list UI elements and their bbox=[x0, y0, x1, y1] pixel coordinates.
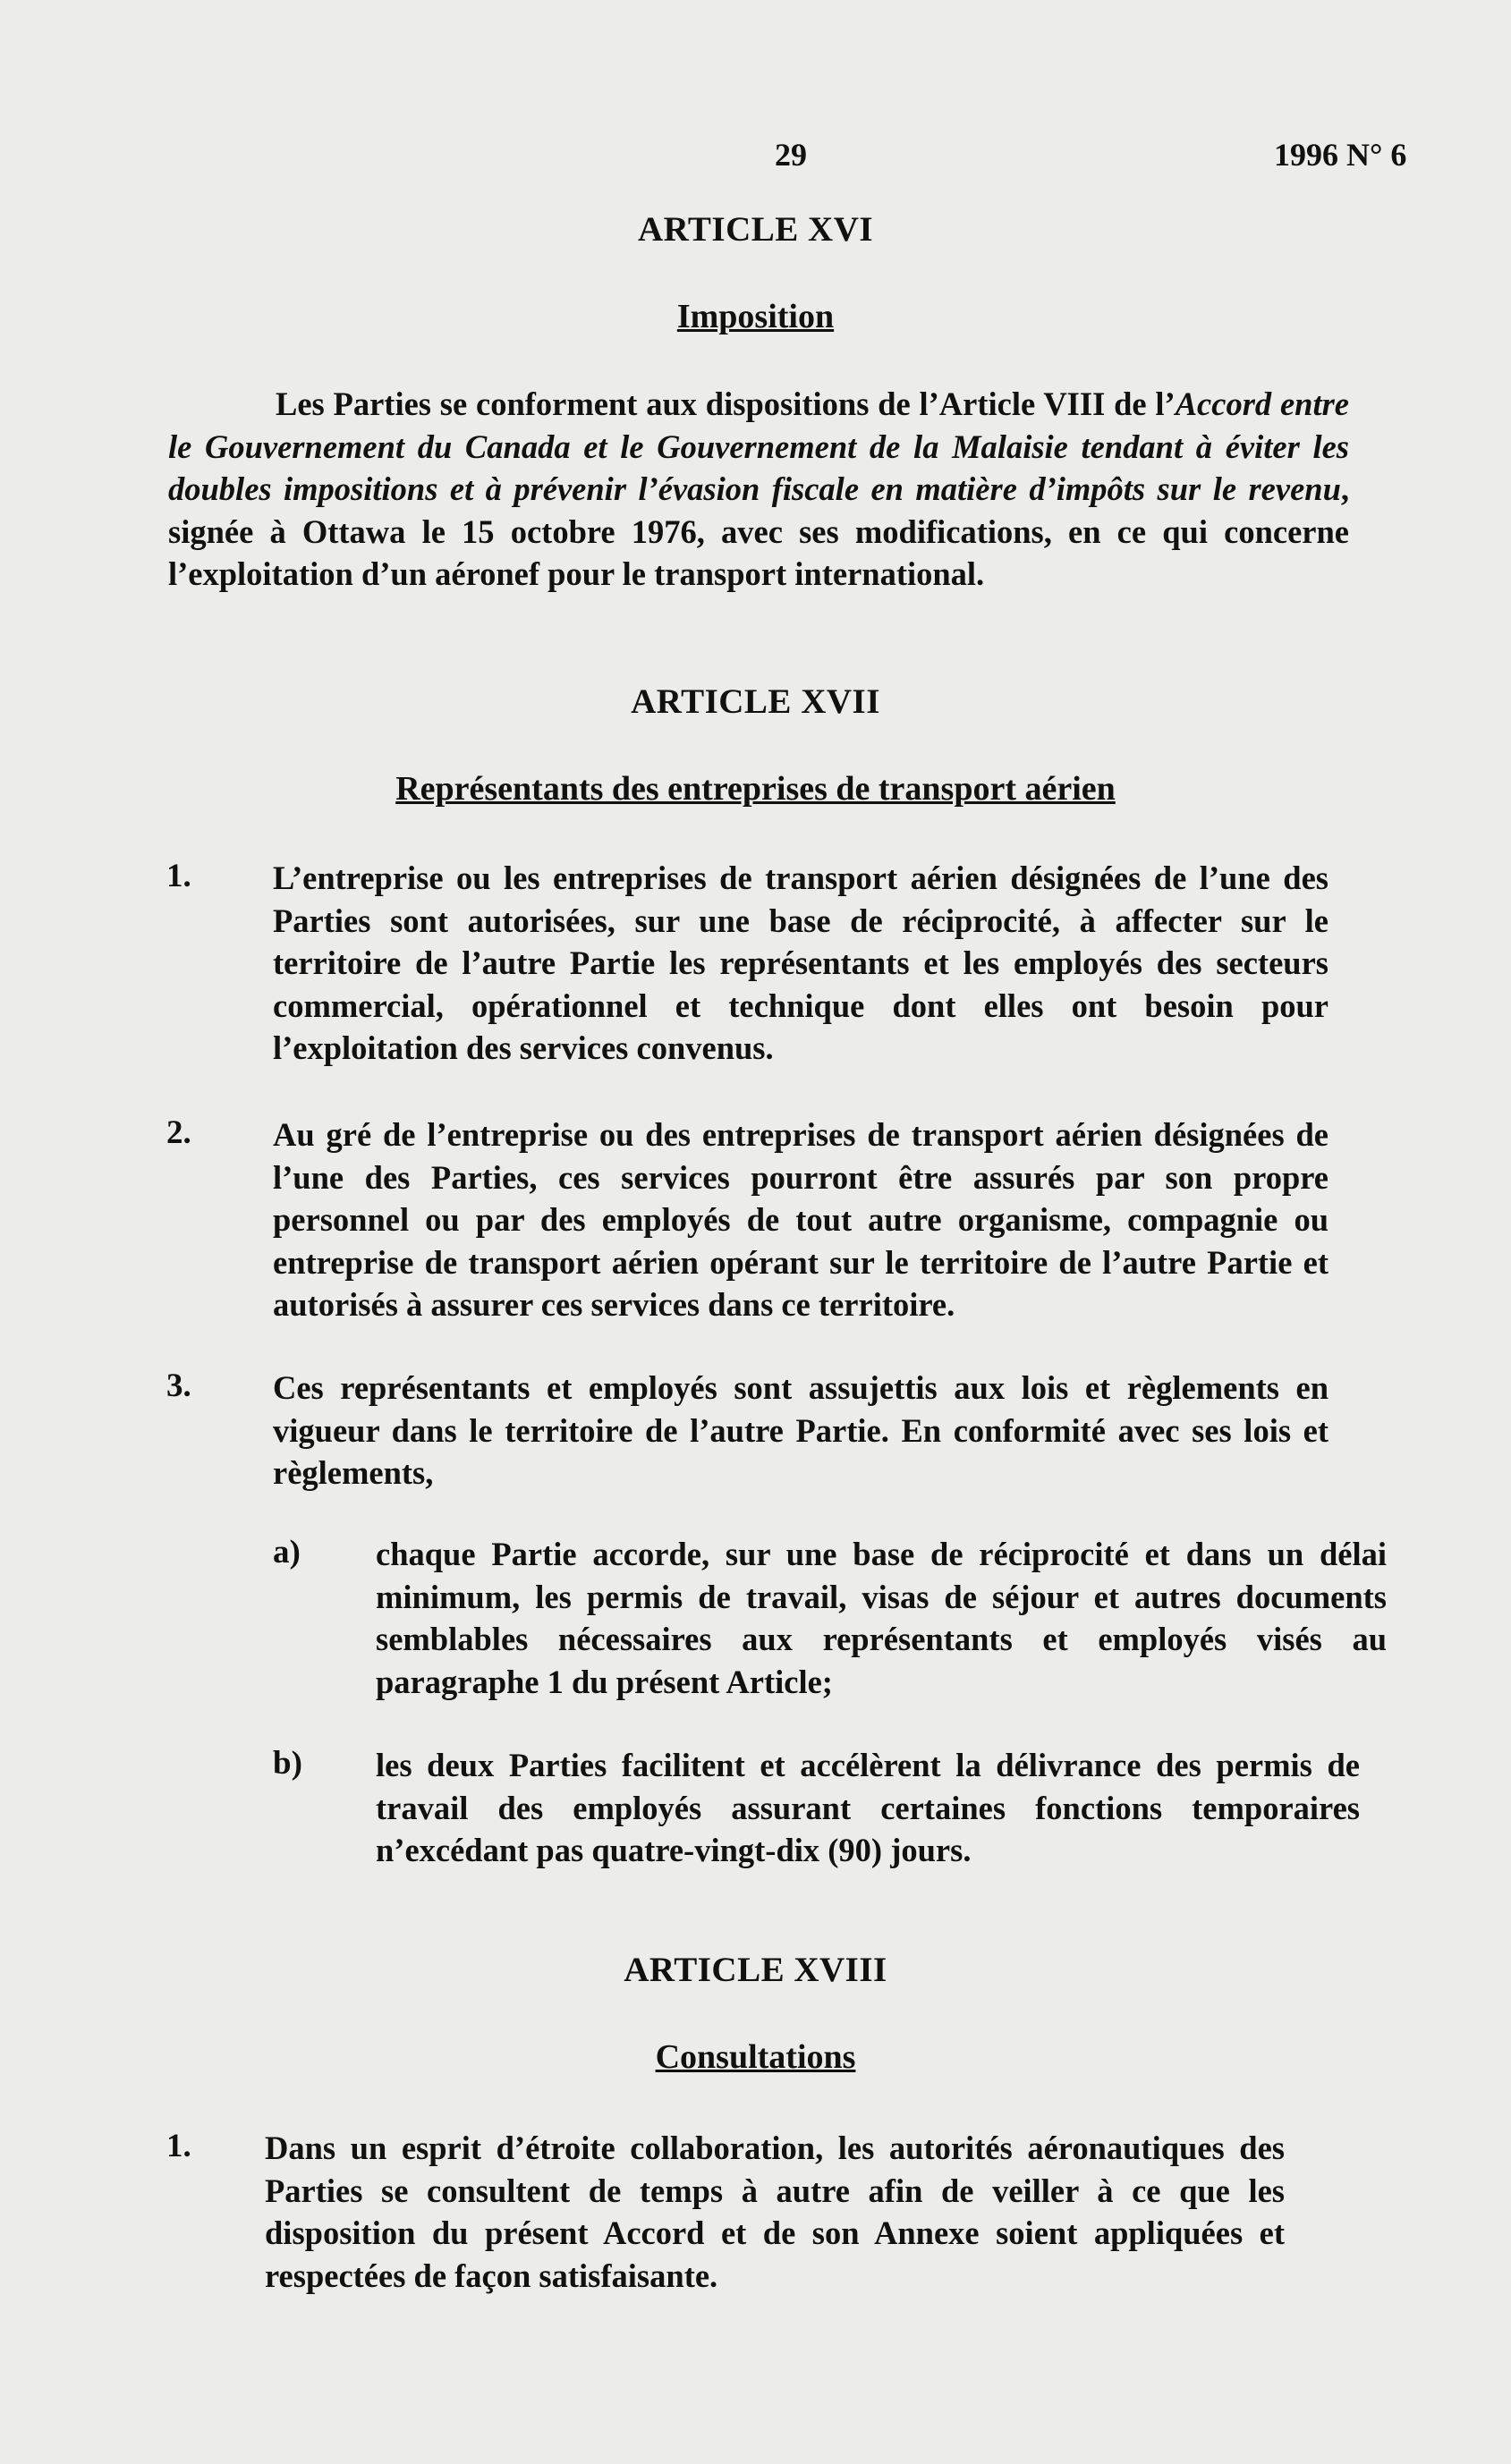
article-17-item-number: 3. bbox=[166, 1367, 191, 1404]
page-number: 29 bbox=[775, 137, 807, 173]
article-17-subitem-text: chaque Partie accorde, sur une base de réciprocité et dans un délai minimum, les permis de travail, visas de séjour et autres documents semblables nécessaires aux représentants et employés visés au paragraphe 1 du présent Article; bbox=[376, 1536, 1387, 1700]
article-16-text-2: , signée à Ottawa le 15 octobre 1976, avec ses modifications, en ce qui concerne l’exploitation d’un aéronef pour le transport international. bbox=[168, 470, 1349, 592]
article-17-subitem-letter: a) bbox=[273, 1534, 301, 1571]
article-17-item-number: 1. bbox=[166, 858, 191, 894]
article-17-subitem-letter: b) bbox=[273, 1745, 302, 1782]
article-16-text-1: Les Parties se conforment aux dispositions de l’Article VIII de l’ bbox=[276, 385, 1176, 422]
article-18-item-number: 1. bbox=[166, 2128, 191, 2164]
article-16-agreement-title: Accord entre le Gouvernement du Canada et le Gouvernement de la Malaisie tendant à éviter les doubles impositions et à prévenir l’évasion fiscale en matière d’impôts sur le revenu bbox=[168, 385, 1349, 507]
article-17-subtitle: Représentants des entreprises de transport aérien bbox=[395, 770, 1116, 808]
article-18-subtitle: Consultations bbox=[655, 2038, 856, 2076]
article-16-title: ARTICLE XVI bbox=[637, 210, 874, 249]
article-18-title: ARTICLE XVIII bbox=[624, 1951, 887, 1989]
article-17-subitem-text: les deux Parties facilitent et accélèrent la délivrance des permis de travail des employés assurant certaines fonctions temporaires n’excédant pas quatre-vingt-dix (90) jours. bbox=[376, 1747, 1360, 1868]
article-16-subtitle: Imposition bbox=[676, 298, 835, 335]
article-18-item-text: Dans un esprit d’étroite collaboration, les autorités aéronautiques des Parties se consultent de temps à autre afin de veiller à ce que les disposition du présent Accord et de son Annexe soient appliquées et respectées de façon satisfaisante. bbox=[265, 2130, 1285, 2294]
article-17-item-number: 2. bbox=[166, 1114, 191, 1151]
article-16-paragraph bbox=[168, 383, 1349, 596]
article-17-item-text: Au gré de l’entreprise ou des entreprises de transport aérien désignées de l’une des Parties, ces services pourront être assurés par son propre personnel ou par des employés de tout autre organisme, compagnie ou entreprise de transport aérien opérant sur le territoire de l’autre Partie et autorisés à assurer ces services dans ce territoire. bbox=[273, 1116, 1328, 1323]
article-17-title: ARTICLE XVII bbox=[631, 682, 880, 721]
article-17-item-text: L’entreprise ou les entreprises de transport aérien désignées de l’une des Parties sont autorisées, sur une base de réciprocité, à affecter sur le territoire de l’autre Partie les représentants et les employés des secteurs commercial, opérationnel et technique dont elles ont besoin pour l’exploitation des services convenus. bbox=[273, 859, 1328, 1066]
issue-label: 1996 N° 6 bbox=[1274, 137, 1407, 173]
article-17-item-text: Ces représentants et employés sont assujettis aux lois et règlements en vigueur dans le territoire de l’autre Partie. En conformité avec ses lois et règlements, bbox=[273, 1369, 1328, 1491]
